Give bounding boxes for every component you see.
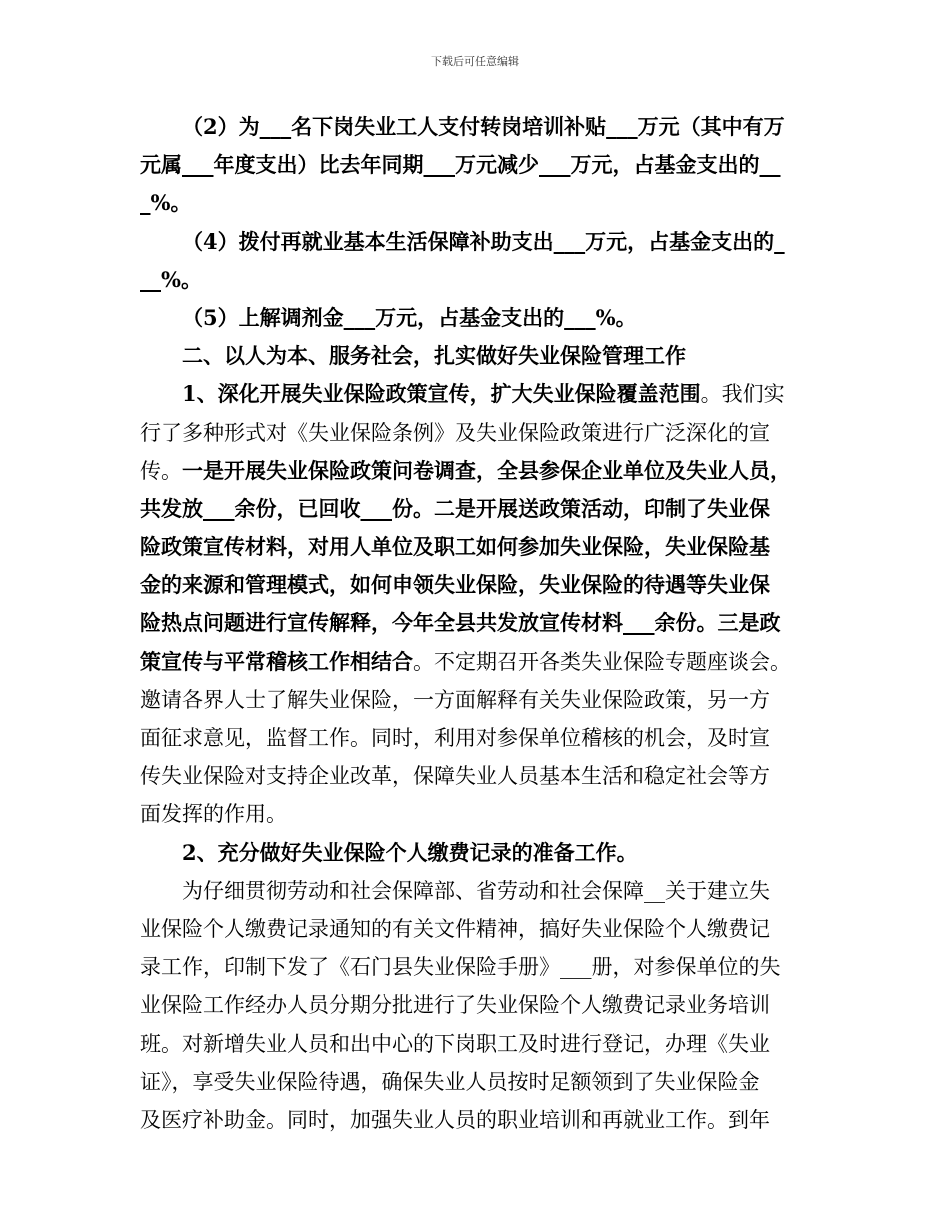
text-line	[140, 299, 820, 337]
text-line	[140, 986, 820, 1024]
text-run: 行了多种形式对《失业保险条例》及失业保险政策进行广泛深化的宣	[140, 420, 770, 445]
text-line	[140, 375, 820, 413]
text-line	[140, 757, 820, 795]
bold-text-run: 策宣传与平常稽核工作相结合	[140, 648, 413, 674]
text-line	[140, 337, 820, 375]
text-line	[140, 834, 820, 872]
bold-text-run: 金的来源和管理模式，如何申领失业保险，失业保险的待遇等失业保	[140, 572, 770, 598]
text-run: 。不定期召开各类失业保险专题座谈会。	[413, 649, 791, 674]
text-line	[140, 795, 820, 833]
text-line	[140, 452, 820, 490]
text-line	[140, 146, 820, 184]
text-line	[140, 528, 820, 566]
text-line	[140, 1025, 820, 1063]
text-line	[140, 223, 820, 261]
text-run: 为仔细贯彻劳动和社会保障部、省劳动和社会保障__关于建立失	[182, 878, 770, 903]
bold-text-run: 一是开展失业保险政策问卷调查，全县参保企业单位及失业人员，	[182, 457, 791, 483]
bold-text-run: 元属___年度支出）比去年同期___万元减少___万元，占基金支出的__	[140, 152, 781, 178]
text-line	[140, 1101, 820, 1139]
text-run: 证》，享受失业保险待遇，确保失业人员按时足额领到了失业保险金	[140, 1069, 760, 1094]
bold-text-run: 2、充分做好失业保险个人缴费记录的准备工作。	[182, 839, 638, 865]
text-run: 。我们实	[700, 382, 785, 407]
text-line	[140, 414, 820, 452]
text-run: 业保险工作经办人员分期分批进行了失业保险个人缴费记录业务培训	[140, 993, 770, 1018]
bold-text-run: 二、以人为本、服务社会，扎实做好失业保险管理工作	[182, 343, 686, 369]
text-run: 面发挥的作用。	[140, 802, 287, 827]
text-run: 传。	[140, 458, 182, 483]
text-run: 邀请各界人士了解失业保险，一方面解释有关失业保险政策，另一方	[140, 687, 770, 712]
text-line	[140, 108, 820, 146]
text-line	[140, 910, 820, 948]
bold-text-run: 1、深化开展失业保险政策宣传，扩大失业保险覆盖范围	[182, 381, 701, 407]
text-line	[140, 604, 820, 642]
bold-text-run: 共发放___余份，已回收___份。二是开展送政策活动，印制了失业保	[140, 495, 770, 521]
bold-text-run: __%。	[140, 266, 202, 292]
text-line	[140, 490, 820, 528]
text-line	[140, 184, 820, 222]
document-body	[140, 108, 820, 1139]
text-run: 传失业保险对支持企业改革，保障失业人员基本生活和稳定社会等方	[140, 764, 770, 789]
text-line	[140, 719, 820, 757]
text-line	[140, 1063, 820, 1101]
text-line	[140, 948, 820, 986]
page-header: 下载后可任意编辑	[431, 55, 519, 68]
text-run: 业保险个人缴费记录通知的有关文件精神，搞好失业保险个人缴费记	[140, 916, 770, 941]
text-line	[140, 566, 820, 604]
text-run: 班。对新增失业人员和出中心的下岗职工及时进行登记，办理《失业	[140, 1031, 770, 1056]
bold-text-run: 险热点问题进行宣传解释，今年全县共发放宣传材料___余份。三是政	[140, 610, 781, 636]
text-line	[140, 681, 820, 719]
bold-text-run: _%。	[140, 190, 192, 216]
bold-text-run: （2）为___名下岗失业工人支付转岗培训补贴___万元（其中有万	[182, 114, 785, 139]
text-run: 录工作，印制下发了《石门县失业保险手册》___册，对参保单位的失	[140, 955, 781, 980]
text-line	[140, 261, 820, 299]
text-run: 及医疗补助金。同时，加强失业人员的职业培训和再就业工作。到年	[140, 1107, 770, 1132]
text-run: 面征求意见，监督工作。同时，利用对参保单位稽核的机会，及时宣	[140, 726, 770, 750]
text-line	[140, 643, 820, 681]
text-line	[140, 872, 820, 910]
bold-text-run: 险政策宣传材料，对用人单位及职工如何参加失业保险，失业保险基	[140, 534, 770, 560]
bold-text-run: （4）拨付再就业基本生活保障补助支出___万元，占基金支出的_	[182, 228, 785, 254]
bold-text-run: （5）上解调剂金___万元，占基金支出的___%。	[182, 304, 637, 330]
